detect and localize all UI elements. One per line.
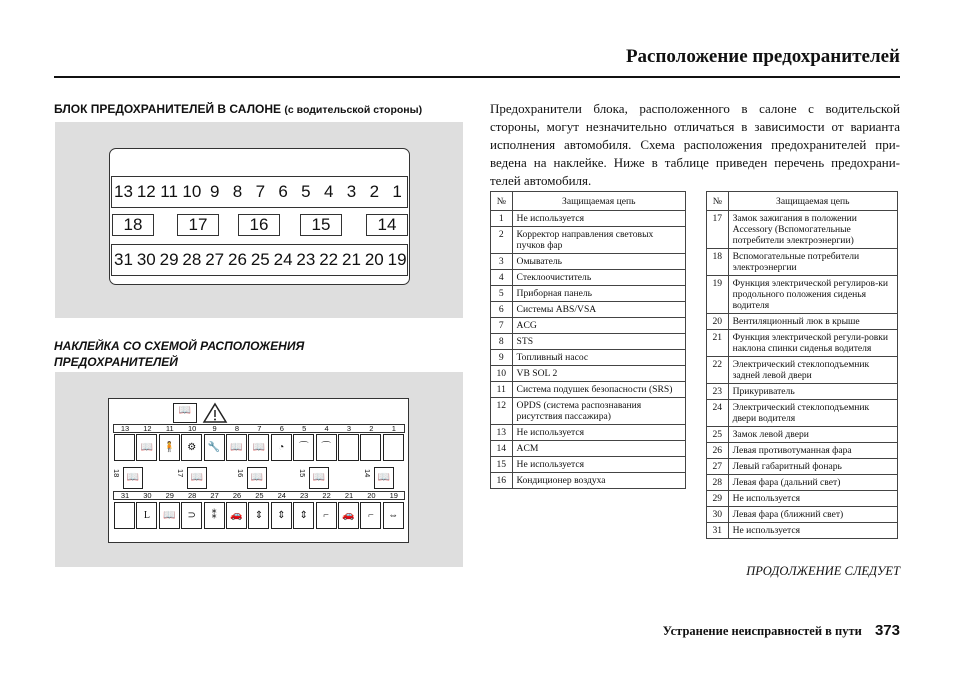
fuse-table-right: [706, 191, 898, 539]
table-row: [491, 334, 686, 350]
section-heading-sub: (с водительской стороны): [284, 104, 423, 116]
fuse-circuit-cell: Омыватель: [512, 254, 685, 270]
sticker-fuse-number: 5: [302, 424, 307, 433]
fuse-slot-label: 23: [296, 250, 316, 269]
book-icon: 📖: [247, 467, 267, 489]
fuse-number-cell: 14: [491, 441, 513, 457]
fuse-number-cell: 6: [491, 302, 513, 318]
fuse-slot-label: 13: [114, 182, 133, 201]
sticker-fuse-number: 14: [363, 469, 372, 478]
fuse-slot-label: 14: [366, 214, 408, 236]
table-row: [707, 459, 898, 475]
slash-icon: [383, 434, 404, 461]
power-window-icon: ⇕: [248, 502, 269, 529]
fuse-slot-label: 7: [255, 182, 266, 201]
table-row: [707, 357, 898, 384]
sticker-fuse-number: 22: [322, 491, 331, 500]
table-row: [491, 425, 686, 441]
fuse-slot-label: 11: [160, 182, 178, 201]
fuse-number-cell: 30: [707, 507, 729, 523]
table-row: [491, 457, 686, 473]
fuse-circuit-cell: Системы ABS/VSA: [512, 302, 685, 318]
manual-info-icon: 📖: [173, 403, 197, 423]
sticker-fuse-number: 11: [165, 424, 174, 433]
fuse-number-cell: 2: [491, 227, 513, 254]
fuse-number-cell: 21: [707, 330, 729, 357]
fuse-slot-label: 28: [182, 250, 202, 269]
sticker-fuse-number: 19: [389, 491, 398, 500]
table-row: [491, 366, 686, 382]
sticker-fuse-number: 16: [236, 469, 245, 478]
table-row: [707, 427, 898, 443]
sticker-fuse-number: 3: [346, 424, 352, 433]
sticker-fuse-number: 26: [232, 491, 242, 500]
table-row: [707, 249, 898, 276]
fuse-slot-label: 6: [278, 182, 288, 201]
sticker-fuse-number: 10: [188, 424, 197, 433]
fuse-circuit-cell: Система подушек безопасности (SRS): [512, 382, 685, 398]
fuse-number-cell: 25: [707, 427, 729, 443]
seat-back-icon: ⌐: [360, 502, 381, 529]
table-row: [491, 350, 686, 366]
sticker-fuse-number: 8: [234, 424, 240, 433]
fuse-circuit-cell: Электрический стеклоподъемник задней левой двери: [728, 357, 897, 384]
fuse-circuit-cell: Прикуриватель: [728, 384, 897, 400]
fuse-number-cell: 11: [491, 382, 513, 398]
continued-note: ПРОДОЛЖЕНИЕ СЛЕДУЕТ: [746, 564, 900, 578]
fuse-circuit-cell: Вспомогательные потребители электроэнергии: [728, 249, 897, 276]
intro-paragraph: Предохранители блока, расположенного в салоне с водительской стороны, могут незначительно отличаться в зависимости от варианта исполнения автомобиля. Схема расположения предохранителей при-ведена на наклейке. Ниже в таблице приведен перечень предохрани-телей автомобиля.: [490, 101, 900, 188]
fuse-circuit-cell: Левая фара (дальний свет): [728, 475, 897, 491]
wiper-icon: ⌒: [316, 434, 337, 461]
table-row: [707, 507, 898, 523]
table-header-row: [491, 192, 686, 211]
table-row: [707, 475, 898, 491]
table-row: [491, 286, 686, 302]
warning-triangle-icon: [202, 402, 228, 424]
fuse-slot-label: 16: [238, 214, 280, 236]
fuse-number-cell: 17: [707, 211, 729, 249]
fuse-circuit-cell: OPDS (система распознавания рисутствия пассажира): [512, 398, 685, 425]
fuse-circuit-cell: Не используется: [512, 425, 685, 441]
fuse-slot-label: 5: [301, 182, 311, 201]
fuse-slot-label: 9: [209, 182, 220, 201]
fuse-number-cell: 15: [491, 457, 513, 473]
sticker-fuse-number: 31: [120, 491, 130, 500]
fuse-number-cell: 5: [491, 286, 513, 302]
sticker-fuse-number: 9: [212, 424, 217, 433]
table-row: [707, 491, 898, 507]
book-icon: 📖: [248, 434, 269, 461]
fuse-slot-label: 25: [250, 250, 270, 269]
fuse-box-diagram: [109, 148, 410, 285]
table-row: [707, 211, 898, 249]
fuse-table-left: [490, 191, 686, 489]
fog-icon: ⁑: [204, 502, 225, 529]
table-row: [491, 441, 686, 457]
fuse-number-cell: 8: [491, 334, 513, 350]
fuse-number-cell: 31: [707, 523, 729, 539]
book-icon: 📖: [136, 434, 157, 461]
slash-icon: [360, 434, 381, 461]
fuse-slot-label: 1: [392, 182, 402, 201]
sticker-fuse-number: 12: [143, 424, 152, 433]
fuse-circuit-cell: Корректор направления световых пучков фар: [512, 227, 685, 254]
fuse-number-cell: 18: [707, 249, 729, 276]
sticker-fuse-number: 23: [300, 491, 309, 500]
fuse-slot-label: 30: [136, 250, 156, 269]
table-row: [707, 314, 898, 330]
sticker-fuse-number: 24: [277, 491, 286, 500]
table-row: [707, 330, 898, 357]
fuse-number-cell: 20: [707, 314, 729, 330]
fuse-slot-label: 31: [114, 250, 133, 269]
sticker-fuse-number: 28: [188, 491, 197, 500]
fuse-slot-label: 27: [205, 250, 225, 269]
fuse-number-cell: 27: [707, 459, 729, 475]
fuse-circuit-cell: Левая фара (ближний свет): [728, 507, 897, 523]
wiper-icon: ⌒: [293, 434, 314, 461]
col-circuit-header: Защищаемая цепь: [728, 192, 897, 211]
engine-icon: ⚙: [181, 434, 202, 461]
gauge-icon: ◔: [271, 434, 292, 461]
sticker-fuse-number: 30: [143, 491, 152, 500]
table-row: [491, 302, 686, 318]
fuse-circuit-cell: ACM: [512, 441, 685, 457]
fuse-circuit-cell: Кондиционер воздуха: [512, 473, 685, 489]
fuse-slot-label: 18: [112, 214, 154, 236]
window-rl-icon: ⇕: [293, 502, 314, 529]
fuse-number-cell: 28: [707, 475, 729, 491]
col-number-header: №: [707, 192, 729, 211]
table-row: [707, 384, 898, 400]
fuse-slot-label: 29: [159, 250, 179, 269]
sticker-fuse-number: 17: [176, 469, 185, 478]
sticker-fuse-number: 13: [120, 424, 130, 433]
table-row: [707, 523, 898, 539]
sticker-fuse-number: 27: [210, 491, 219, 500]
fuse-circuit-cell: Не используется: [728, 523, 897, 539]
fuse-number-cell: 7: [491, 318, 513, 334]
person-bag-icon: 🧍: [159, 434, 180, 461]
book-icon: 📖: [123, 467, 143, 489]
seat-icon: ⌐: [316, 502, 337, 529]
fuse-label-sticker: [108, 398, 409, 543]
fuse-circuit-cell: Левая противотуманная фара: [728, 443, 897, 459]
book-icon: 📖: [159, 502, 180, 529]
seat-slide-icon: ⇔: [383, 502, 404, 529]
fuse-number-cell: 4: [491, 270, 513, 286]
fuse-circuit-cell: Не используется: [512, 457, 685, 473]
sticker-fuse-number: 7: [257, 424, 262, 433]
parking-l-icon: ⊃: [181, 502, 202, 529]
fuse-circuit-cell: Левый габаритный фонарь: [728, 459, 897, 475]
table-row: [491, 473, 686, 489]
power-window-icon: ⇕: [271, 502, 292, 529]
page-number: 373: [874, 622, 900, 639]
section-heading-main: БЛОК ПРЕДОХРАНИТЕЛЕЙ В САЛОНЕ: [54, 102, 282, 116]
fuse-slot-label: 17: [177, 214, 219, 236]
sticker-fuse-number: 4: [324, 424, 329, 433]
wrench-gear-icon: 🔧: [204, 434, 225, 461]
table-row: [491, 382, 686, 398]
sticker-heading-line2: ПРЕДОХРАНИТЕЛЕЙ: [54, 355, 178, 369]
section-heading-fuse-box: [54, 102, 474, 116]
fuse-number-cell: 19: [707, 276, 729, 314]
fuse-number-cell: 16: [491, 473, 513, 489]
sticker-fuse-number: 25: [255, 491, 264, 500]
fuse-slot-label: 19: [387, 250, 407, 269]
fuse-circuit-cell: ACG: [512, 318, 685, 334]
fuse-slot-label: 22: [319, 250, 339, 269]
fuse-circuit-cell: Электрический стеклоподъемник двери водителя: [728, 400, 897, 427]
fuse-slot-label: 15: [300, 214, 342, 236]
footer-section-title: Устранение неисправностей в пути: [662, 624, 862, 638]
fuse-circuit-cell: Стеклоочиститель: [512, 270, 685, 286]
sticker-heading-line1: НАКЛЕЙКА СО СХЕМОЙ РАСПОЛОЖЕНИЯ: [54, 339, 305, 353]
fuse-number-cell: 29: [707, 491, 729, 507]
fuse-number-cell: 12: [491, 398, 513, 425]
sticker-fuse-number: 21: [344, 491, 354, 500]
fuse-number-cell: 22: [707, 357, 729, 384]
fuse-number-cell: 10: [491, 366, 513, 382]
slash-icon: [114, 434, 135, 461]
fuse-circuit-cell: Не используется: [728, 491, 897, 507]
sticker-fuse-number: 15: [298, 469, 307, 478]
table-row: [707, 400, 898, 427]
table-row: [491, 318, 686, 334]
section-heading-sticker: [54, 338, 384, 370]
table-row: [491, 398, 686, 425]
fuse-slot-label: 2: [369, 182, 380, 201]
fuse-slot-label: 20: [364, 250, 384, 269]
fuse-slot-label: 24: [273, 250, 293, 269]
car-icon: 🚗: [338, 502, 359, 529]
book-icon: 📖: [187, 467, 207, 489]
fuse-number-cell: 1: [491, 211, 513, 227]
fuse-number-cell: 9: [491, 350, 513, 366]
sticker-fuse-number: 18: [112, 469, 121, 478]
fuse-slot-label: 8: [232, 182, 243, 201]
fuse-slot-label: 10: [182, 182, 202, 201]
title-rule: [54, 76, 900, 78]
slash-icon: [114, 502, 135, 529]
car-icon: 🚗: [226, 502, 247, 529]
fuse-number-cell: 26: [707, 443, 729, 459]
sticker-fuse-number: 2: [369, 424, 374, 433]
fuse-circuit-cell: STS: [512, 334, 685, 350]
fuse-circuit-cell: Замок левой двери: [728, 427, 897, 443]
fuse-circuit-cell: Топливный насос: [512, 350, 685, 366]
sticker-fuse-number: 29: [165, 491, 174, 500]
book-icon: 📖: [226, 434, 247, 461]
table-row: [491, 270, 686, 286]
fuse-circuit-cell: Функция электрической регули-ровки наклона спинки сиденья водителя: [728, 330, 897, 357]
col-circuit-header: Защищаемая цепь: [512, 192, 685, 211]
table-row: [707, 443, 898, 459]
fuse-slot-label: 4: [323, 182, 334, 201]
page-footer: [560, 622, 900, 639]
book-icon: 📖: [309, 467, 329, 489]
sticker-fuse-number: 6: [279, 424, 284, 433]
sticker-fuse-number: 20: [367, 491, 376, 500]
book-icon: 📖: [374, 467, 394, 489]
fuse-circuit-cell: Не используется: [512, 211, 685, 227]
fuse-slot-label: 12: [136, 182, 156, 201]
table-row: [491, 254, 686, 270]
page-title: Расположение предохранителей: [625, 46, 900, 67]
fuse-circuit-cell: Замок зажигания в положении Accessory (Вспомогательные потребители электроэнергии): [728, 211, 897, 249]
fuse-number-cell: 24: [707, 400, 729, 427]
fuse-slot-label: 21: [342, 250, 361, 269]
fuse-circuit-cell: Функция электрической регулиров-ки продольного положения сиденья водителя: [728, 276, 897, 314]
slash-icon: [338, 434, 359, 461]
fuse-circuit-cell: Вентиляционный люк в крыше: [728, 314, 897, 330]
fuse-circuit-cell: Приборная панель: [512, 286, 685, 302]
table-row: [707, 276, 898, 314]
fuse-number-cell: 13: [491, 425, 513, 441]
col-number-header: №: [491, 192, 513, 211]
fuse-circuit-cell: VB SOL 2: [512, 366, 685, 382]
fuse-number-cell: 3: [491, 254, 513, 270]
table-header-row: [707, 192, 898, 211]
fuse-slot-label: 26: [228, 250, 247, 269]
lamp-l-icon: L: [136, 502, 157, 529]
fuse-number-cell: 23: [707, 384, 729, 400]
fuse-slot-label: 3: [346, 182, 357, 201]
table-row: [491, 211, 686, 227]
table-row: [491, 227, 686, 254]
sticker-fuse-number: 1: [391, 424, 396, 433]
